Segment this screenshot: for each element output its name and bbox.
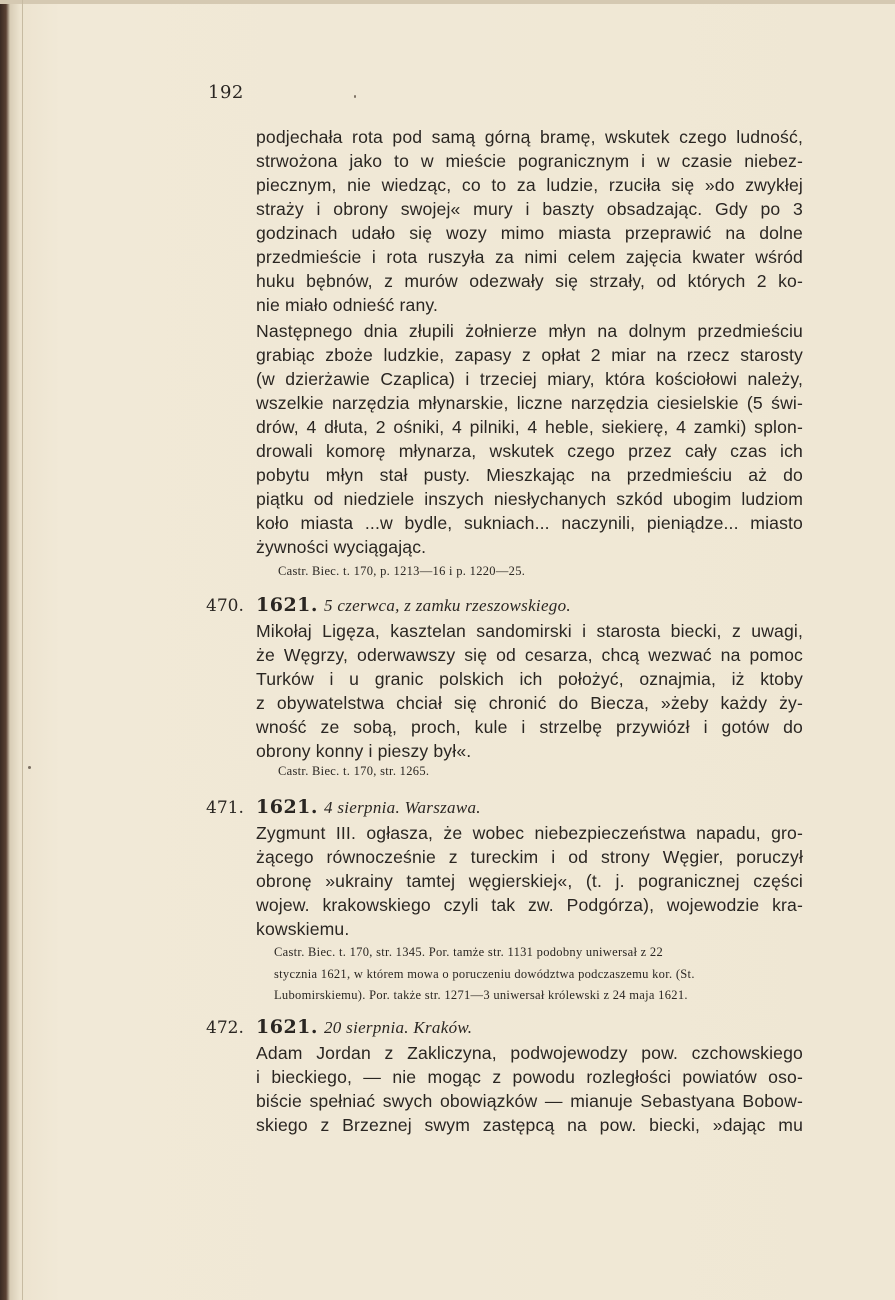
source-citation: Castr. Biec. t. 170, str. 1345. Por. tamże str. 1131 podobny uniwersał z 22 bbox=[274, 945, 664, 959]
text-line: piecznym, nie wiedząc, co to za ludzie, rzuciła się »do zwykłej bbox=[256, 175, 803, 195]
text-line: z obywatelstwa chciał się chronić do Biecza, »żeby każdy ży- bbox=[256, 693, 803, 713]
text-line: drowali komorę młynarza, wskutek czego przez cały czas ich bbox=[256, 441, 803, 461]
paper-speck bbox=[28, 766, 31, 769]
text-line: wojew. krakowskiego czyli tak zw. Podgórza), wojewodzie kra- bbox=[256, 895, 803, 915]
text-line: huku bębnów, z murów odezwały się strzały, od których 2 ko- bbox=[256, 271, 803, 291]
entry-year: 1621. bbox=[256, 1016, 318, 1038]
text-line: że Węgrzy, oderwawszy się od cesarza, chcą wezwać na pomoc bbox=[256, 645, 803, 665]
text-line: kowskiemu. bbox=[256, 919, 350, 939]
text-line: Adam Jordan z Zakliczyna, podwojewodzy pow. czchowskiego bbox=[256, 1043, 803, 1063]
entry-heading bbox=[256, 1016, 472, 1038]
text-line: koło miasta ...w bydle, sukniach... naczynili, pieniądze... miasto bbox=[256, 513, 803, 533]
text-line: strwożona jako to w mieście pogranicznym i w czasie niebez- bbox=[256, 151, 803, 171]
text-line: Turków i u granic polskich ich położyć, oznajmia, iż ktoby bbox=[256, 669, 803, 689]
text-line: i bieckiego, — nie mogąc z powodu rozległości powiatów oso- bbox=[256, 1067, 803, 1087]
entry-heading bbox=[256, 796, 481, 818]
text-line: skiego z Brzeznej swym zastępcą na pow. biecki, »dając mu bbox=[256, 1115, 803, 1135]
text-line: Zygmunt III. ogłasza, że wobec niebezpieczeństwa napadu, gro- bbox=[256, 823, 803, 843]
source-citation: stycznia 1621, w którem mowa o poruczeniu dowództwa podczaszemu kor. (St. bbox=[274, 967, 695, 981]
entry-date: 5 czerwca, z zamku rzeszowskiego. bbox=[324, 596, 571, 615]
text-line: grabiąc zboże ludzkie, zapasy z opłat 2 miar na rzecz starosty bbox=[256, 345, 803, 365]
text-line: żącego równocześnie z tureckim i od strony Węgier, poruczył bbox=[256, 847, 803, 867]
text-line: pobytu młyn stał pusty. Mieszkając na przedmieściu aż do bbox=[256, 465, 803, 485]
entry-year: 1621. bbox=[256, 796, 318, 818]
text-line: obronę »ukrainy tamtej węgierskiej«, (t. j. pogranicznej części bbox=[256, 871, 803, 891]
entry-heading bbox=[256, 594, 571, 616]
page-number: 192 bbox=[208, 82, 244, 103]
text-line: żywności wyciągając. bbox=[256, 537, 427, 557]
entry-date: 4 sierpnia. Warszawa. bbox=[324, 798, 481, 817]
text-line: straży i obrony swojej« mury i baszty obsadzając. Gdy po 3 bbox=[256, 199, 803, 219]
text-line: biście spełniać swych obowiązków — mianuje Sebastyana Bobow- bbox=[256, 1091, 803, 1111]
text-line: Mikołaj Ligęza, kasztelan sandomirski i starosta biecki, z uwagi, bbox=[256, 621, 803, 641]
text-line: podjechała rota pod samą górną bramę, wskutek czego ludność, bbox=[256, 127, 803, 147]
paper-speck bbox=[354, 95, 356, 98]
text-line: przedmieście i rota ruszyła za nimi celem zajęcia kwater wśród bbox=[256, 247, 803, 267]
text-line: wność ze sobą, proch, kule i strzelbę przywiózł i gotów do bbox=[256, 717, 803, 737]
source-citation: Castr. Biec. t. 170, p. 1213—16 i p. 1220—25. bbox=[278, 564, 526, 578]
text-line: Następnego dnia złupili żołnierze młyn na dolnym przedmieściu bbox=[256, 321, 803, 341]
text-line: drów, 4 dłuta, 2 ośniki, 4 pilniki, 4 heble, siekierę, 4 zamki) splon- bbox=[256, 417, 803, 437]
text-line: piątku od niedziele inszych niesłychanych szkód ubogim ludziom bbox=[256, 489, 803, 509]
source-citation: Castr. Biec. t. 170, str. 1265. bbox=[278, 764, 430, 778]
text-line: nie miało odnieść rany. bbox=[256, 295, 439, 315]
page-top-edge bbox=[0, 0, 895, 4]
text-line: obrony konny i pieszy był«. bbox=[256, 741, 472, 761]
entry-date: 20 sierpnia. Kraków. bbox=[324, 1018, 473, 1037]
text-line: godzinach udało się wozy mimo miasta przeprawić na dolne bbox=[256, 223, 803, 243]
text-line: (w dzierżawie Czaplica) i trzeciej miary, która kościołowi należy, bbox=[256, 369, 803, 389]
entry-number: 470. bbox=[206, 596, 244, 616]
entry-year: 1621. bbox=[256, 594, 318, 616]
text-line: wszelkie narzędzia młynarskie, liczne narzędzia ciesielskie (5 świ- bbox=[256, 393, 803, 413]
entry-number: 471. bbox=[206, 798, 244, 818]
entry-number: 472. bbox=[206, 1018, 244, 1038]
source-citation: Lubomirskiemu). Por. także str. 1271—3 uniwersał królewski z 24 maja 1621. bbox=[274, 988, 688, 1002]
binding-edge bbox=[22, 0, 23, 1300]
